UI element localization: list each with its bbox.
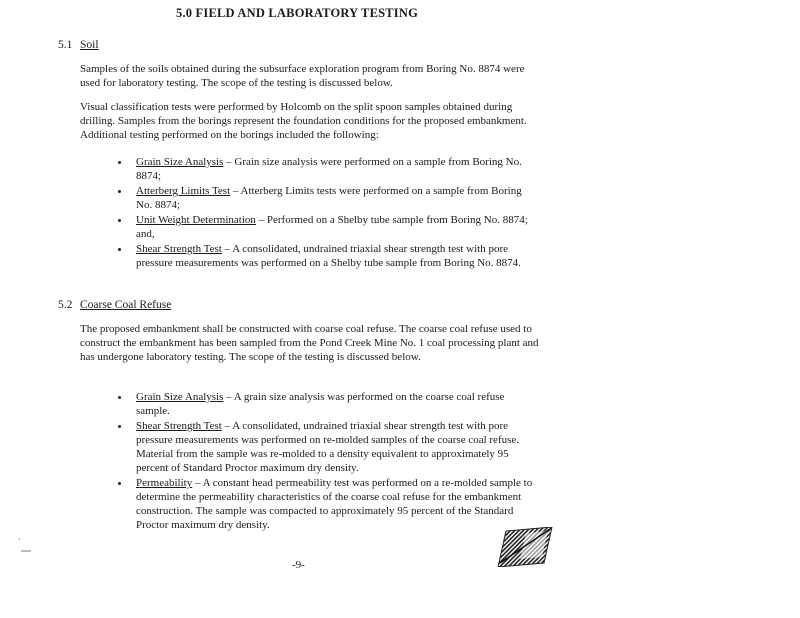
bullet-term: Grain Size Analysis <box>136 391 224 403</box>
list-item <box>118 213 536 241</box>
bullet-dot <box>118 248 121 251</box>
section-5-2-title <box>58 298 171 312</box>
list-item <box>118 184 536 212</box>
section-5-1-title <box>58 38 99 52</box>
list-item <box>118 419 536 475</box>
bullet-dot <box>118 482 121 485</box>
section-title-text: Soil <box>80 39 99 51</box>
bullet-dot <box>118 190 121 193</box>
bullet-dot <box>118 219 121 222</box>
bullet-term: Shear Strength Test <box>136 243 222 255</box>
bullet-term: Grain Size Analysis <box>136 156 224 168</box>
list-item <box>118 155 536 183</box>
section-5-1-bullet-list <box>118 155 536 271</box>
list-item <box>118 390 536 418</box>
section-5-1-paragraph-2: Visual classification tests were performed by Holcomb on the split spoon samples obtained during drilling. Samples from the borings represent the foundation conditions for the proposed embankment. Additional testing performed on the borings included the following: <box>80 101 527 141</box>
section-number: 5.1 <box>58 39 73 51</box>
bullet-text: – A consolidated, undrained triaxial shear strength test with pore pressure measurements was performed on re-molded samples of the coarse coal refuse. Material from the sample was re-molded to a density equivalent to approximately 95 percent of Standard Proctor maximum dry density. <box>136 420 520 474</box>
list-item <box>118 476 536 532</box>
bullet-term: Atterberg Limits Test <box>136 185 231 197</box>
bullet-text: – Performed on a Shelby tube sample from Boring No. 8874; and, <box>136 214 528 240</box>
section-title-text: Coarse Coal Refuse <box>80 299 172 311</box>
bullet-term: Permeability <box>136 477 193 489</box>
bullet-dot <box>118 161 121 164</box>
bullet-text: – A grain size analysis was performed on the coarse coal refuse sample. <box>136 391 505 417</box>
bullet-dot <box>118 396 121 399</box>
bullet-term: Unit Weight Determination <box>136 214 256 226</box>
section-5-2-bullet-list <box>118 390 536 533</box>
bullet-text: – Atterberg Limits tests were performed on a sample from Boring No. 8874; <box>136 185 522 211</box>
stamp-logo-icon <box>496 527 554 567</box>
section-number: 5.2 <box>58 299 73 311</box>
bullet-dot <box>118 425 121 428</box>
section-5-1-paragraph-1: Samples of the soils obtained during the subsurface exploration program from Boring No. 8874 were used for laboratory testing. The scope of the testing is discussed below. <box>80 63 525 89</box>
bullet-term: Shear Strength Test <box>136 420 222 432</box>
list-item <box>118 242 536 270</box>
bullet-text: – A consolidated, undrained triaxial shear strength test with pore pressure measurements was performed on a Shelby tube sample from Boring No. 8874. <box>136 243 521 269</box>
page-number: -9- <box>292 559 305 571</box>
margin-mark-icon <box>17 535 33 555</box>
page-heading: 5.0 FIELD AND LABORATORY TESTING <box>176 6 419 20</box>
bullet-text: – A constant head permeability test was performed on a re-molded sample to determine the permeability characteristics of the coarse coal refuse for the embankment construction. The sample was compacted to approximately 95 percent of the Standard Proctor maximum dry density. <box>136 477 533 531</box>
bullet-text: – Grain size analysis were performed on a sample from Boring No. 8874; <box>136 156 522 182</box>
section-5-2-paragraph-1: The proposed embankment shall be constructed with coarse coal refuse. The coarse coal refuse used to construct the embankment has been sampled from the Pond Creek Mine No. 1 coal processing plant and has undergone laboratory testing. The scope of the testing is discussed below. <box>80 323 539 363</box>
